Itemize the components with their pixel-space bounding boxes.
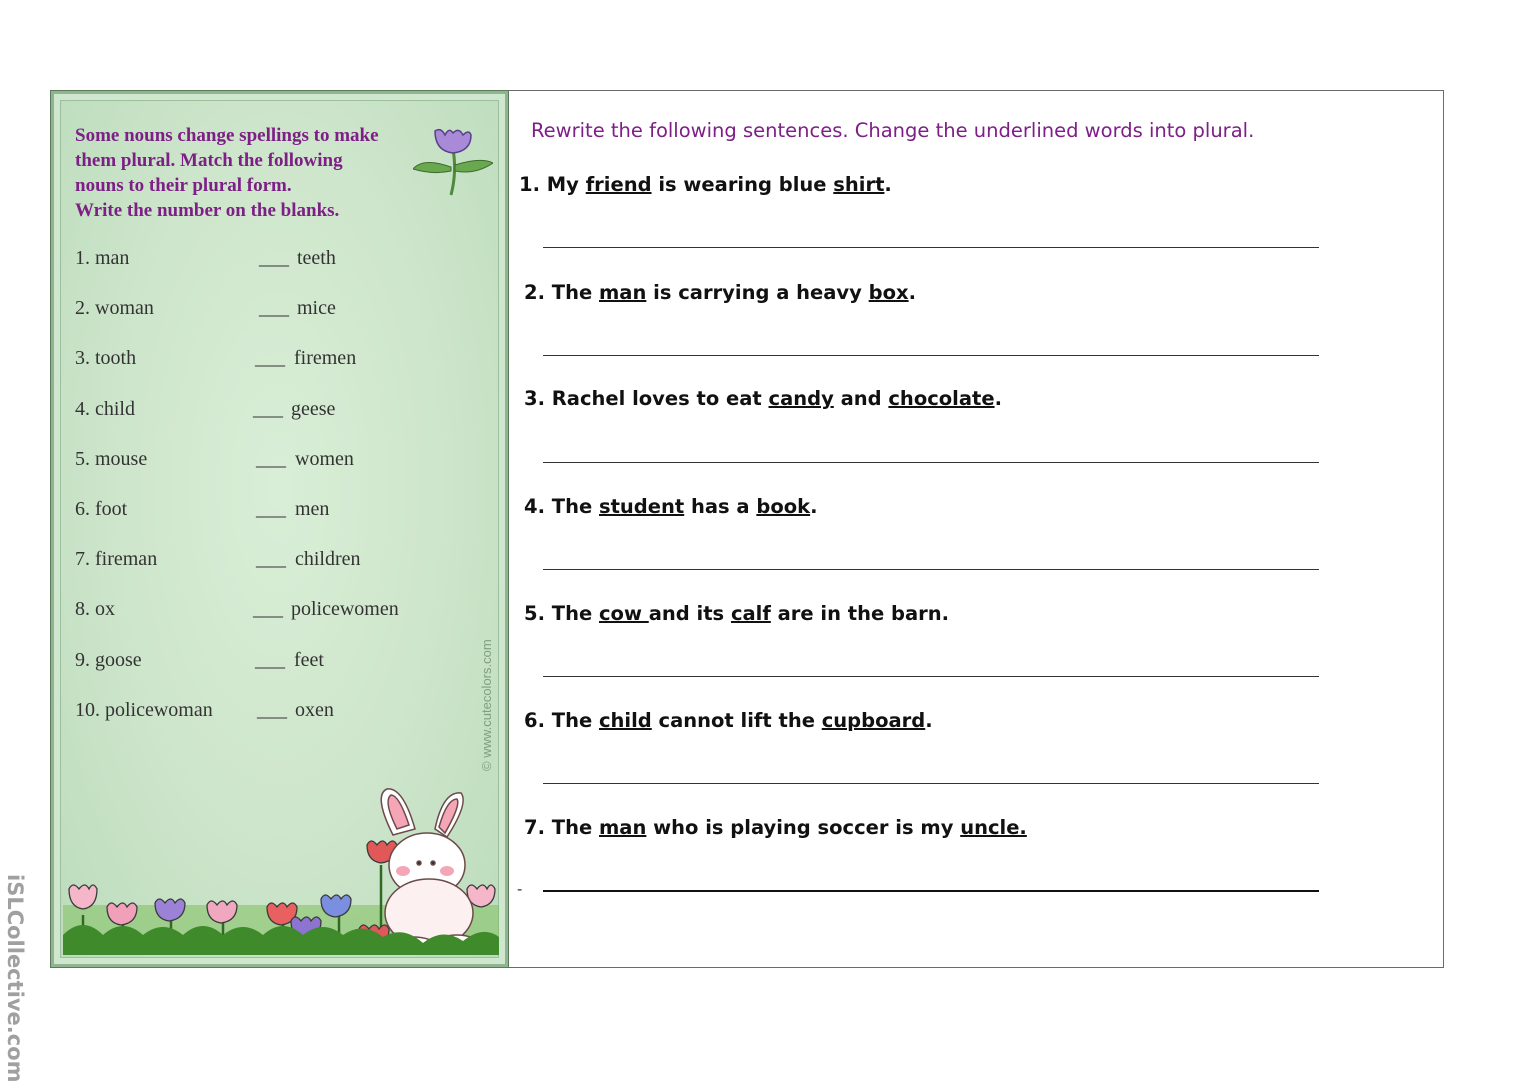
plural-noun: women [295,447,354,470]
match-row [75,548,435,598]
answer-blank[interactable]: ___ [259,297,289,320]
singular-noun: 10. policewoman [75,698,213,721]
plural-noun: teeth [297,247,336,269]
sentence-text: are in the barn. [770,602,950,625]
sentence-5 [524,602,1324,625]
singular-noun: 3. tooth [75,347,137,370]
answer-blank[interactable]: ___ [256,497,286,520]
worksheet [50,90,1444,968]
sentence-text: . [925,709,933,732]
matching-list [75,247,435,749]
sentence-text: . [884,173,892,196]
answer-blank[interactable]: ___ [253,397,283,420]
singular-noun: 7. fireman [75,548,158,571]
answer-line-4[interactable] [543,569,1319,570]
answer-blank[interactable]: ___ [259,247,289,269]
matching-panel [51,91,508,967]
plural-noun: oxen [295,698,334,721]
instruction-line: Some nouns change spellings to make [75,125,379,146]
clipart-credit: © www.cutecolors.com [479,639,494,771]
question-number: 3. [524,387,545,410]
underlined-word: man [598,281,647,304]
rewrite-instructions: Rewrite the following sentences. Change the underlined words into plural. [531,119,1255,142]
underlined-word: box [868,281,909,304]
plural-noun: mice [297,297,336,320]
answer-line-1[interactable] [543,247,1319,248]
answer-line-5[interactable] [543,676,1319,677]
sentence-text: My [546,173,586,196]
match-row [75,498,435,548]
match-row [75,347,435,397]
question-number: 6. [524,709,545,732]
singular-noun: 8. ox [75,598,115,621]
match-row [75,297,435,347]
stray-dash: - [517,881,523,898]
sentence-text: who is playing soccer is my [646,816,961,839]
sentence-text: The [551,602,599,625]
sentence-2 [524,281,1324,304]
plural-noun: feet [294,648,324,671]
question-number: 4. [524,495,545,518]
underlined-word: friend [585,173,652,196]
instruction-line: Write the number on the blanks. [75,200,340,221]
singular-noun: 9. goose [75,648,142,671]
question-number: 2. [524,281,545,304]
underlined-word: book [756,495,811,518]
tulip-icon [413,127,493,197]
sentence-text: The [551,281,599,304]
sentence-text: . [994,387,1002,410]
answer-line-3[interactable] [543,462,1319,463]
sentence-text: The [551,495,599,518]
singular-noun: 2. woman [75,297,154,320]
match-row [75,247,435,297]
match-row [75,398,435,448]
sentence-6 [524,709,1324,732]
sentence-text: The [551,816,599,839]
match-row [75,448,435,498]
plural-noun: policewomen [291,598,399,621]
instruction-line: nouns to their plural form. [75,175,292,196]
match-row [75,598,435,648]
underlined-word: cupboard [821,709,926,732]
singular-noun: 4. child [75,397,135,420]
underlined-word: child [598,709,652,732]
sentence-text: . [810,495,818,518]
singular-noun: 1. man [75,247,130,269]
match-row [75,699,435,749]
tulip-garden-illustration [63,785,499,955]
matching-instructions [75,123,425,223]
answer-blank[interactable]: ___ [253,598,283,621]
bunny-illustration [381,789,477,953]
sentence-1 [519,173,1319,196]
sentence-text: and [833,387,889,410]
answer-blank[interactable]: ___ [257,698,287,721]
sentence-4 [524,495,1324,518]
plural-noun: men [295,497,330,520]
singular-noun: 5. mouse [75,447,148,470]
answer-line-7[interactable] [543,890,1319,892]
answer-blank[interactable]: ___ [255,347,285,370]
sentence-text: Rachel loves to eat [551,387,769,410]
sentence-3 [524,387,1324,410]
sentence-text: The [551,709,599,732]
underlined-word: cow [598,602,649,625]
answer-blank[interactable]: ___ [255,648,285,671]
question-number: 5. [524,602,545,625]
answer-blank[interactable]: ___ [256,447,286,470]
answer-line-6[interactable] [543,783,1319,784]
sentence-7 [524,816,1324,839]
underlined-word: calf [730,602,771,625]
underlined-word: student [598,495,685,518]
underlined-word: shirt [833,173,885,196]
plural-noun: firemen [294,347,357,370]
underlined-word: man [598,816,647,839]
sentence-text: has a [684,495,757,518]
sentence-text: and its [648,602,731,625]
sentence-text: is wearing blue [651,173,834,196]
singular-noun: 6. foot [75,497,128,520]
plural-noun: geese [291,397,336,420]
underlined-word: uncle. [960,816,1027,839]
answer-blank[interactable]: ___ [256,548,286,571]
underlined-word: candy [768,387,834,410]
matching-panel-inner [60,100,499,958]
instruction-line: them plural. Match the following [75,150,343,171]
sentence-text: cannot lift the [651,709,822,732]
site-watermark: iSLCollective.com [3,874,27,1083]
match-row [75,649,435,699]
sentence-text: is carrying a heavy [646,281,869,304]
question-number: 7. [524,816,545,839]
plural-noun: children [295,548,361,571]
sentence-text: . [908,281,916,304]
underlined-word: chocolate [888,387,995,410]
answer-line-2[interactable] [543,355,1319,356]
question-number: 1. [519,173,540,196]
